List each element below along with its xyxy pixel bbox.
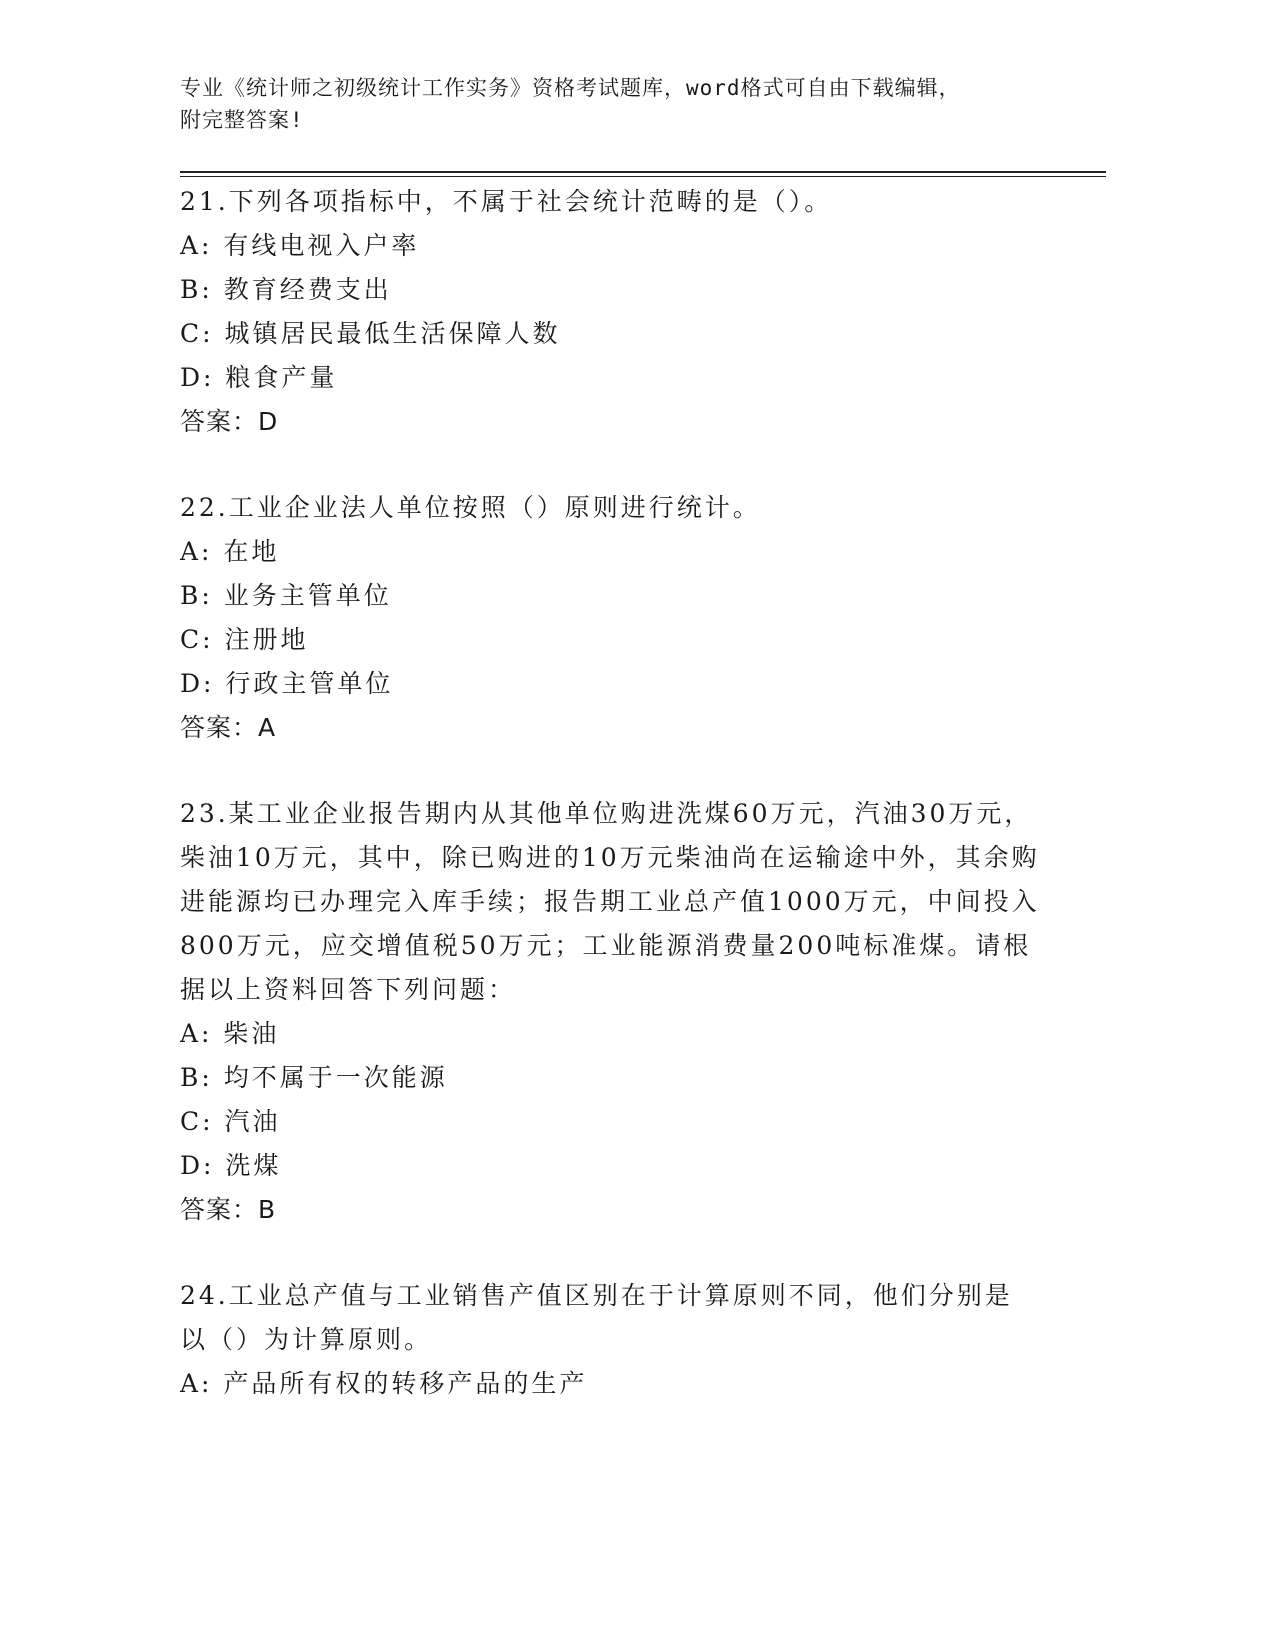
question-23	[180, 792, 1040, 1232]
option-a: A: 在地	[180, 537, 280, 566]
option-b: B: 均不属于一次能源	[180, 1063, 448, 1092]
question-list	[180, 180, 1040, 1448]
document-header	[180, 72, 1080, 136]
question-24	[180, 1274, 1040, 1406]
option-d: D: 行政主管单位	[180, 669, 394, 698]
answer-label: 答案：D	[180, 407, 279, 436]
header-line-2: 附完整答案!	[180, 108, 304, 132]
question-22	[180, 486, 1040, 750]
question-stem: 21.下列各项指标中，不属于社会统计范畴的是（）。	[180, 187, 833, 216]
answer-label: 答案：A	[180, 713, 277, 742]
option-c: C: 城镇居民最低生活保障人数	[180, 319, 561, 348]
header-divider-thick	[180, 171, 1106, 173]
option-c: C: 汽油	[180, 1107, 281, 1136]
question-stem: 23.某工业企业报告期内从其他单位购进洗煤60万元，汽油30万元，柴油10万元，其中，除已购进的10万元柴油尚在运输途中外，其余购进能源均已办理完入库手续；报告期工业总产值1000万元，中间投入800万元，应交增值税50万元；工业能源消费量200吨标准煤。请根据以上资料回答下列问题：	[180, 799, 1040, 1004]
option-a: A: 有线电视入户率	[180, 231, 420, 260]
option-b: B: 教育经费支出	[180, 275, 392, 304]
option-b: B: 业务主管单位	[180, 581, 392, 610]
option-a: A: 柴油	[180, 1019, 280, 1048]
answer-label: 答案：B	[180, 1195, 277, 1224]
option-d: D: 洗煤	[180, 1151, 282, 1180]
option-c: C: 注册地	[180, 625, 309, 654]
header-divider-thin	[180, 176, 1106, 177]
question-stem: 24.工业总产值与工业销售产值区别在于计算原则不同，他们分别是以（）为计算原则。	[180, 1281, 1013, 1354]
header-line-1: 专业《统计师之初级统计工作实务》资格考试题库，word格式可自由下载编辑，	[180, 76, 961, 100]
question-stem: 22.工业企业法人单位按照（）原则进行统计。	[180, 493, 761, 522]
option-a: A: 产品所有权的转移产品的生产	[180, 1369, 588, 1398]
option-d: D: 粮食产量	[180, 363, 338, 392]
question-21	[180, 180, 1040, 444]
